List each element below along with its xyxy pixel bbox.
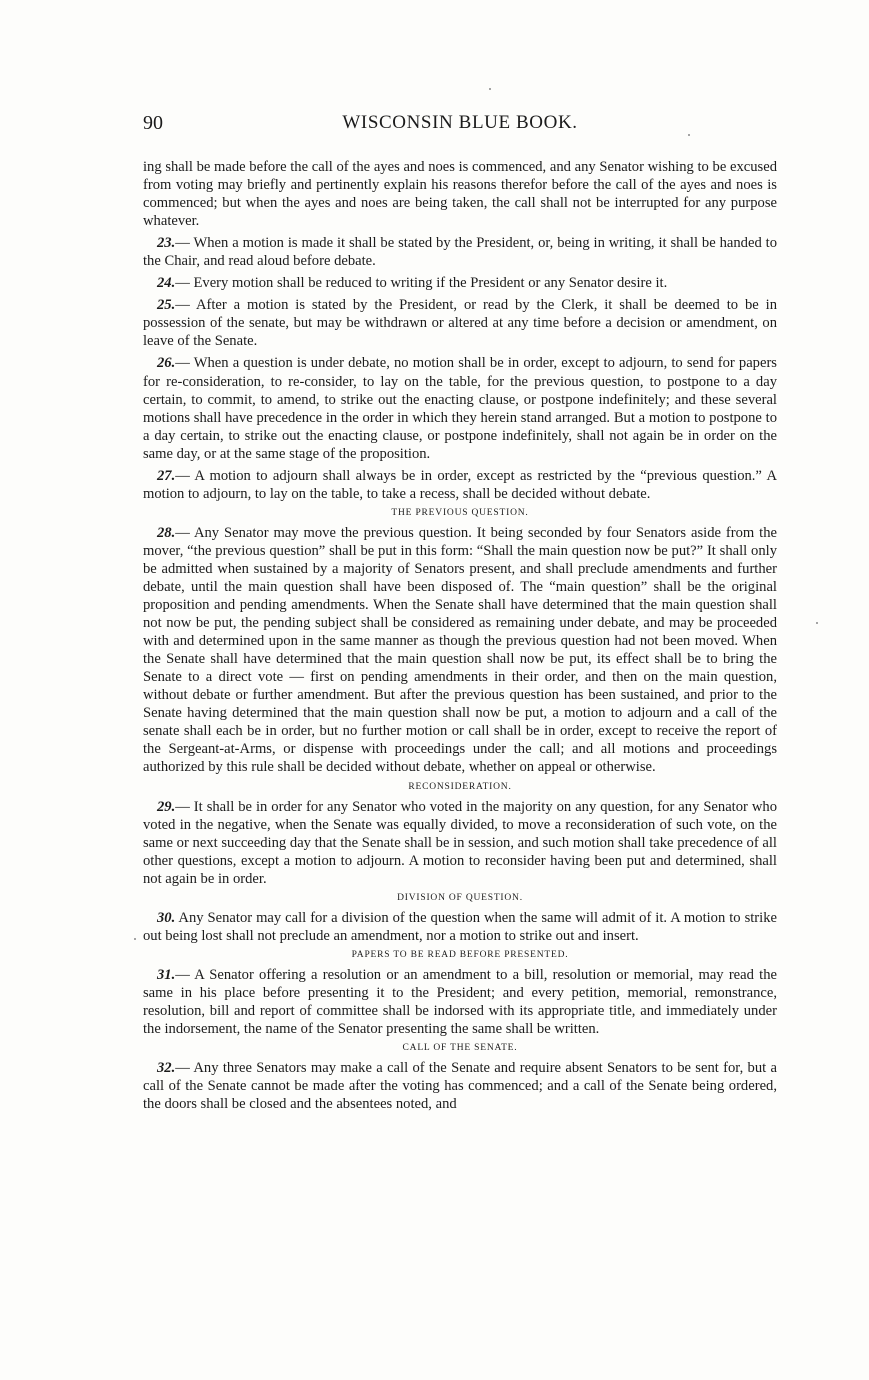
section-heading-reconsideration: RECONSIDERATION. bbox=[408, 781, 512, 792]
section-heading-papers: PAPERS TO BE READ BEFORE PRESENTED. bbox=[351, 949, 569, 960]
print-speck bbox=[816, 622, 818, 624]
rule-text: — A Senator offering a resolution or an amendment to a bill, resolution or memorial, may read the same in his place before presenting it to the President; and every petition, memorial, remonstrance, resolution, bill and report of committee shall be indorsed with its appropriate title, and immediately under the indorsement, the name of the Senator presenting the same shall be written. bbox=[143, 966, 777, 1037]
print-speck bbox=[489, 88, 491, 90]
rule-text: — Any three Senators may make a call of the Senate and require absent Senators to be sent for, but a call of the Senate cannot be made after the voting has commenced; and a call of the Senate being ordered, the doors shall be closed and the absentees noted, and bbox=[143, 1060, 777, 1113]
rule-text: — Every motion shall be reduced to writing if the President or any Senator desire it. bbox=[175, 275, 668, 292]
rule-29 bbox=[143, 798, 777, 888]
rule-number: 32. bbox=[157, 1060, 176, 1077]
rule-text: — After a motion is stated by the President, or read by the Clerk, it shall be deemed to be in possession of the senate, but may be withdrawn or altered at any time before a decision or amendment, on leave of the Senate. bbox=[143, 297, 777, 350]
rule-text: — A motion to adjourn shall always be in order, except as restricted by the “previous question.” A motion to adjourn, to lay on the table, to take a recess, shall be decided without debate. bbox=[143, 467, 777, 502]
running-head bbox=[143, 112, 777, 142]
rule-text: Any Senator may call for a division of the question when the same will admit of it. A motion to strike out being lost shall not preclude an amendment, nor a motion to strike out and insert. bbox=[143, 909, 777, 944]
page-number: 90 bbox=[143, 112, 163, 134]
rule-text: — It shall be in order for any Senator who voted in the majority on any question, for any Senator who voted in the negative, when the Senate was equally divided, to move a reconsideration of such vote, on the same or next succeeding day that the Senate shall be in session, and such motion shall take precedence of all other questions, except a motion to adjourn. A motion to reconsider having been put and determined, shall not again be in order. bbox=[143, 798, 777, 887]
rule-31 bbox=[143, 966, 777, 1038]
rule-number: 24. bbox=[157, 275, 176, 292]
rule-27 bbox=[143, 467, 777, 503]
book-title: WISCONSIN BLUE BOOK. bbox=[342, 112, 578, 133]
rule-text: — When a question is under debate, no motion shall be in order, except to adjourn, to send for papers for re-consideration, to re-consider, to lay on the table, for the previous question, to postpone to a day certain, to commit, to amend, to strike out the enacting clause, or postpone indefinitely; and these several motions shall have precedence in the order in which they herein stand arranged. But a motion to postpone to a day certain, to strike out the enacting clause, or postpone indefinitely, shall not again be in order on the same day, or at the same stage of the proposition. bbox=[143, 355, 777, 462]
rule-text: — Any Senator may move the previous question. It being seconded by four Senators aside from the mover, “the previous question” shall be put in this form: “Shall the main question now be put?” It shall only be admitted when sustained by a majority of Senators present, and shall preclude amendments and further debate, until the main question shall have been disposed of. The “main question” shall be the original proposition and pending amendments. When the Senate shall have determined that the main question shall not now be put, the pending subject shall be considered as remaining under debate, and may be proceeded with and determined upon in the same manner as though the previous question had not been moved. When the Senate shall have determined that the main question shall now be put, its effect shall be to bring the Senate to a direct vote — first on pending amendments in their order, and then on the main question, without debate or further amendment. But after the previous question has been sustained, and prior to the Senate having determined that the main question shall now be put, a motion to adjourn and a call of the senate shall each be in order, but no further motion or call shall be in order, except to receive the report of the Sergeant-at-Arms, or dispense with proceedings under the call; and all motions and proceedings authorized by this rule shall be decided without debate, whether on appeal or otherwise. bbox=[143, 524, 777, 776]
rule-23 bbox=[143, 234, 777, 270]
rule-text: — When a motion is made it shall be stated by the President, or, being in writing, it shall be handed to the Chair, and read aloud before debate. bbox=[143, 235, 777, 270]
rule-28 bbox=[143, 524, 777, 777]
rule-number: 30. bbox=[157, 909, 176, 926]
section-heading-call-of-senate: CALL OF THE SENATE. bbox=[402, 1043, 518, 1054]
continued-paragraph: ing shall be made before the call of the ayes and noes is commenced, and any Senator wishing to be excused from voting may briefly and pertinently explain his reasons therefor before the call of the ayes and noes is commenced; but when the ayes and noes are being taken, the call shall not be interrupted for any purpose whatever. bbox=[143, 159, 777, 230]
rule-30 bbox=[143, 909, 777, 945]
rule-number: 26. bbox=[157, 355, 176, 372]
section-heading-division: DIVISION OF QUESTION. bbox=[397, 892, 523, 903]
rule-number: 29. bbox=[157, 798, 176, 815]
rule-number: 23. bbox=[157, 235, 176, 252]
rule-number: 28. bbox=[157, 524, 176, 541]
rule-number: 25. bbox=[157, 297, 176, 314]
section-heading-previous-question: THE PREVIOUS QUESTION. bbox=[391, 507, 529, 518]
rule-32 bbox=[143, 1059, 777, 1113]
print-speck bbox=[134, 938, 136, 940]
rule-number: 31. bbox=[157, 966, 176, 983]
rule-25 bbox=[143, 296, 777, 350]
body-text bbox=[143, 158, 777, 1117]
rule-24 bbox=[143, 274, 777, 292]
rule-26 bbox=[143, 354, 777, 462]
rule-number: 27. bbox=[157, 467, 176, 484]
